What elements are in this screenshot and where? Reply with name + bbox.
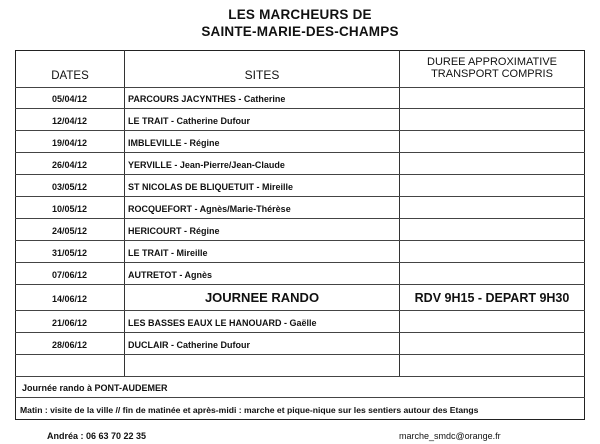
row-line [15,262,585,263]
contact-email: marche_smdc@orange.fr [399,431,501,441]
row-site: LE TRAIT - Mireille [128,248,208,258]
rendezvous-time: RDV 9H15 - DEPART 9H30 [414,291,570,305]
row-site: LE TRAIT - Catherine Dufour [128,116,250,126]
row-date: 10/05/12 [52,204,88,214]
row-date: 03/05/12 [52,182,88,192]
header-bottom-line [15,87,585,88]
row-site: LES BASSES EAUX LE HANOUARD - Gaëlle [128,318,317,328]
row-date: 12/04/12 [52,116,88,126]
row-site: IMBLEVILLE - Régine [128,138,220,148]
row-date: 14/06/12 [52,294,88,304]
row-site: HERICOURT - Régine [128,226,220,236]
row-line [15,240,585,241]
row-date: 07/06/12 [52,270,88,280]
journee-rando-label: JOURNEE RANDO [204,290,320,305]
row-date: 26/04/12 [52,160,88,170]
row-site: YERVILLE - Jean-Pierre/Jean-Claude [128,160,285,170]
row-date: 24/05/12 [52,226,88,236]
row-date: 28/06/12 [52,340,88,350]
column-header-duration-line1: DUREE APPROXIMATIVE [427,56,557,68]
rando-day-note: Journée rando à PONT-AUDEMER [22,383,168,393]
table-bottom-line [15,376,585,377]
contact-phone: Andréa : 06 63 70 22 35 [47,431,147,441]
row-line [15,152,585,153]
row-line [15,196,585,197]
row-date: 31/05/12 [52,248,88,258]
column-header-dates: DATES [51,70,89,82]
row-line [15,218,585,219]
row-line [15,284,585,285]
row-date: 19/04/12 [52,138,88,148]
row-site: DUCLAIR - Catherine Dufour [128,340,250,350]
page-title-line1: LES MARCHEURS DE [228,7,372,22]
column-header-duration [400,56,584,80]
row-date: 05/04/12 [52,94,88,104]
column-header-duration-line2: TRANSPORT COMPRIS [431,68,553,80]
row-site: AUTRETOT - Agnès [128,270,213,280]
row-line [15,354,585,355]
row-line [15,310,585,311]
page-title-line2: SAINTE-MARIE-DES-CHAMPS [201,24,399,39]
column-divider-sites [399,50,400,376]
row-line [15,332,585,333]
row-site: PARCOURS JACYNTHES - Catherine [128,94,286,104]
row-line [15,108,585,109]
column-divider-dates [124,50,125,376]
row-site: ST NICOLAS DE BLIQUETUIT - Mireille [128,182,294,192]
row-site: ROCQUEFORT - Agnès/Marie-Thérèse [128,204,291,214]
row-date: 21/06/12 [52,318,88,328]
row-line [15,130,585,131]
notes-divider-line [15,397,585,398]
program-note: Matin : visite de la ville // fin de matinée et après-midi : marche et pique-nique sur les sentiers autour des Etangs [20,405,479,415]
row-line [15,174,585,175]
column-header-sites: SITES [244,68,280,82]
